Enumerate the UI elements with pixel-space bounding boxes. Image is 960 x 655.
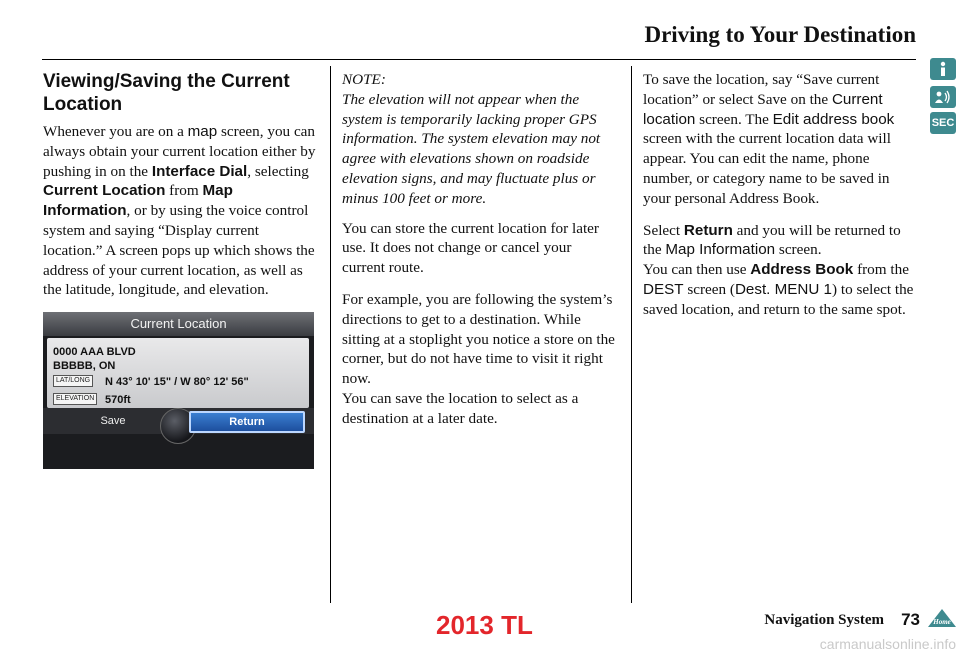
text-run: Select xyxy=(643,221,684,239)
section-heading: Viewing/Saving the Current Location xyxy=(43,71,290,115)
screen-title: Current Location xyxy=(43,312,314,336)
term-current-location: Current Location xyxy=(43,182,166,200)
text-run: and you will be returned to the xyxy=(643,221,901,259)
term-map-information: Map Information xyxy=(43,182,233,220)
note-label: NOTE: xyxy=(342,71,386,88)
elevation-tag: ELEVATION xyxy=(53,393,97,405)
model-watermark: 2013 TL xyxy=(436,610,533,640)
latlong-tag: LAT/LONG xyxy=(53,375,93,387)
voice-icon xyxy=(934,90,952,104)
note-block xyxy=(342,70,618,209)
address-line-1: 0000 AAA BLVD xyxy=(53,346,136,359)
text-run: from the xyxy=(853,261,909,279)
text-run: from xyxy=(165,182,203,200)
current-location-screenshot xyxy=(43,312,314,469)
text-run: , selecting xyxy=(247,162,309,180)
address-book-paragraph xyxy=(643,260,919,319)
note-text: The elevation will not appear when the system is temporarily lacking proper GPS information. The system elevation may not agree with elevations shown on roadside elevation signs, and may fluctuate plus or minus 100 feet or more. xyxy=(342,90,601,207)
term-dest: DEST xyxy=(643,280,684,298)
text-run: screen. xyxy=(775,241,822,259)
term-edit-address-book: Edit address book xyxy=(772,110,895,128)
home-icon xyxy=(926,607,958,629)
save-button[interactable]: Save xyxy=(100,415,126,428)
info-icon xyxy=(937,61,949,77)
return-paragraph xyxy=(643,221,919,261)
latlong-value: N 43° 10' 15" / W 80° 12' 56" xyxy=(105,376,249,389)
save-paragraph xyxy=(643,70,919,209)
example-text-2: You can save the location to select as a destination at a later date. xyxy=(342,389,579,427)
text-run: ) to select the saved location, and return to the same spot. xyxy=(643,280,914,318)
address-line-2: BBBBB, ON xyxy=(53,360,116,373)
voice-tab[interactable] xyxy=(930,86,956,108)
column-3 xyxy=(643,70,919,332)
elevation-value: 570ft xyxy=(105,394,131,407)
home-button[interactable] xyxy=(926,607,958,629)
term-current-location: Current location xyxy=(643,90,883,128)
column-divider-1 xyxy=(330,66,331,603)
home-label: Home xyxy=(933,618,951,626)
location-panel xyxy=(47,338,309,408)
text-run: To save the location, say “Save current location” or select Save on the xyxy=(643,71,880,108)
store-paragraph: You can store the current location for later use. It does not change or cancel your current route. xyxy=(342,219,599,277)
column-divider-2 xyxy=(631,66,632,603)
column-1 xyxy=(43,70,319,469)
info-tab[interactable] xyxy=(930,58,956,80)
header-divider xyxy=(42,59,916,60)
text-run: Whenever you are on a xyxy=(43,123,188,140)
term-address-book: Address Book xyxy=(750,261,854,279)
example-text: For example, you are following the system’s directions to get to a destination. While sitting at a stoplight you notice a store on the corner, but do not have time to visit it right now. xyxy=(342,290,615,388)
sec-tab[interactable]: SEC xyxy=(930,112,956,134)
term-return: Return xyxy=(683,221,733,239)
page-header-title: Driving to Your Destination xyxy=(644,22,916,47)
text-run: , or by using the voice control system and saying “Display current location.” A screen pops up which shows the address of your current location, as well as the latitude, longitude, and elevation. xyxy=(43,202,315,299)
text-run: You can then use xyxy=(643,261,751,279)
intro-paragraph xyxy=(43,122,319,300)
text-run: screen ( xyxy=(683,280,735,298)
text-run: screen, you can always obtain your current location either by pushing in on the xyxy=(43,123,316,180)
text-run: screen with the current location data will appear. You can edit the name, phone number, or category name to be saved in your personal Address Book. xyxy=(643,130,891,207)
site-watermark: carmanualsonline.info xyxy=(819,636,956,652)
term-map: map xyxy=(187,123,218,140)
text-run: screen. The xyxy=(695,110,773,128)
term-interface-dial: Interface Dial xyxy=(151,162,248,180)
example-paragraph xyxy=(342,290,618,429)
page-number: 73 xyxy=(901,610,920,629)
term-dest-menu-1: Dest. MENU 1 xyxy=(734,280,833,298)
return-button[interactable]: Return xyxy=(189,411,305,433)
column-2 xyxy=(342,70,618,441)
term-map-information: Map Information xyxy=(665,241,776,259)
footer-label: Navigation System xyxy=(764,612,884,628)
